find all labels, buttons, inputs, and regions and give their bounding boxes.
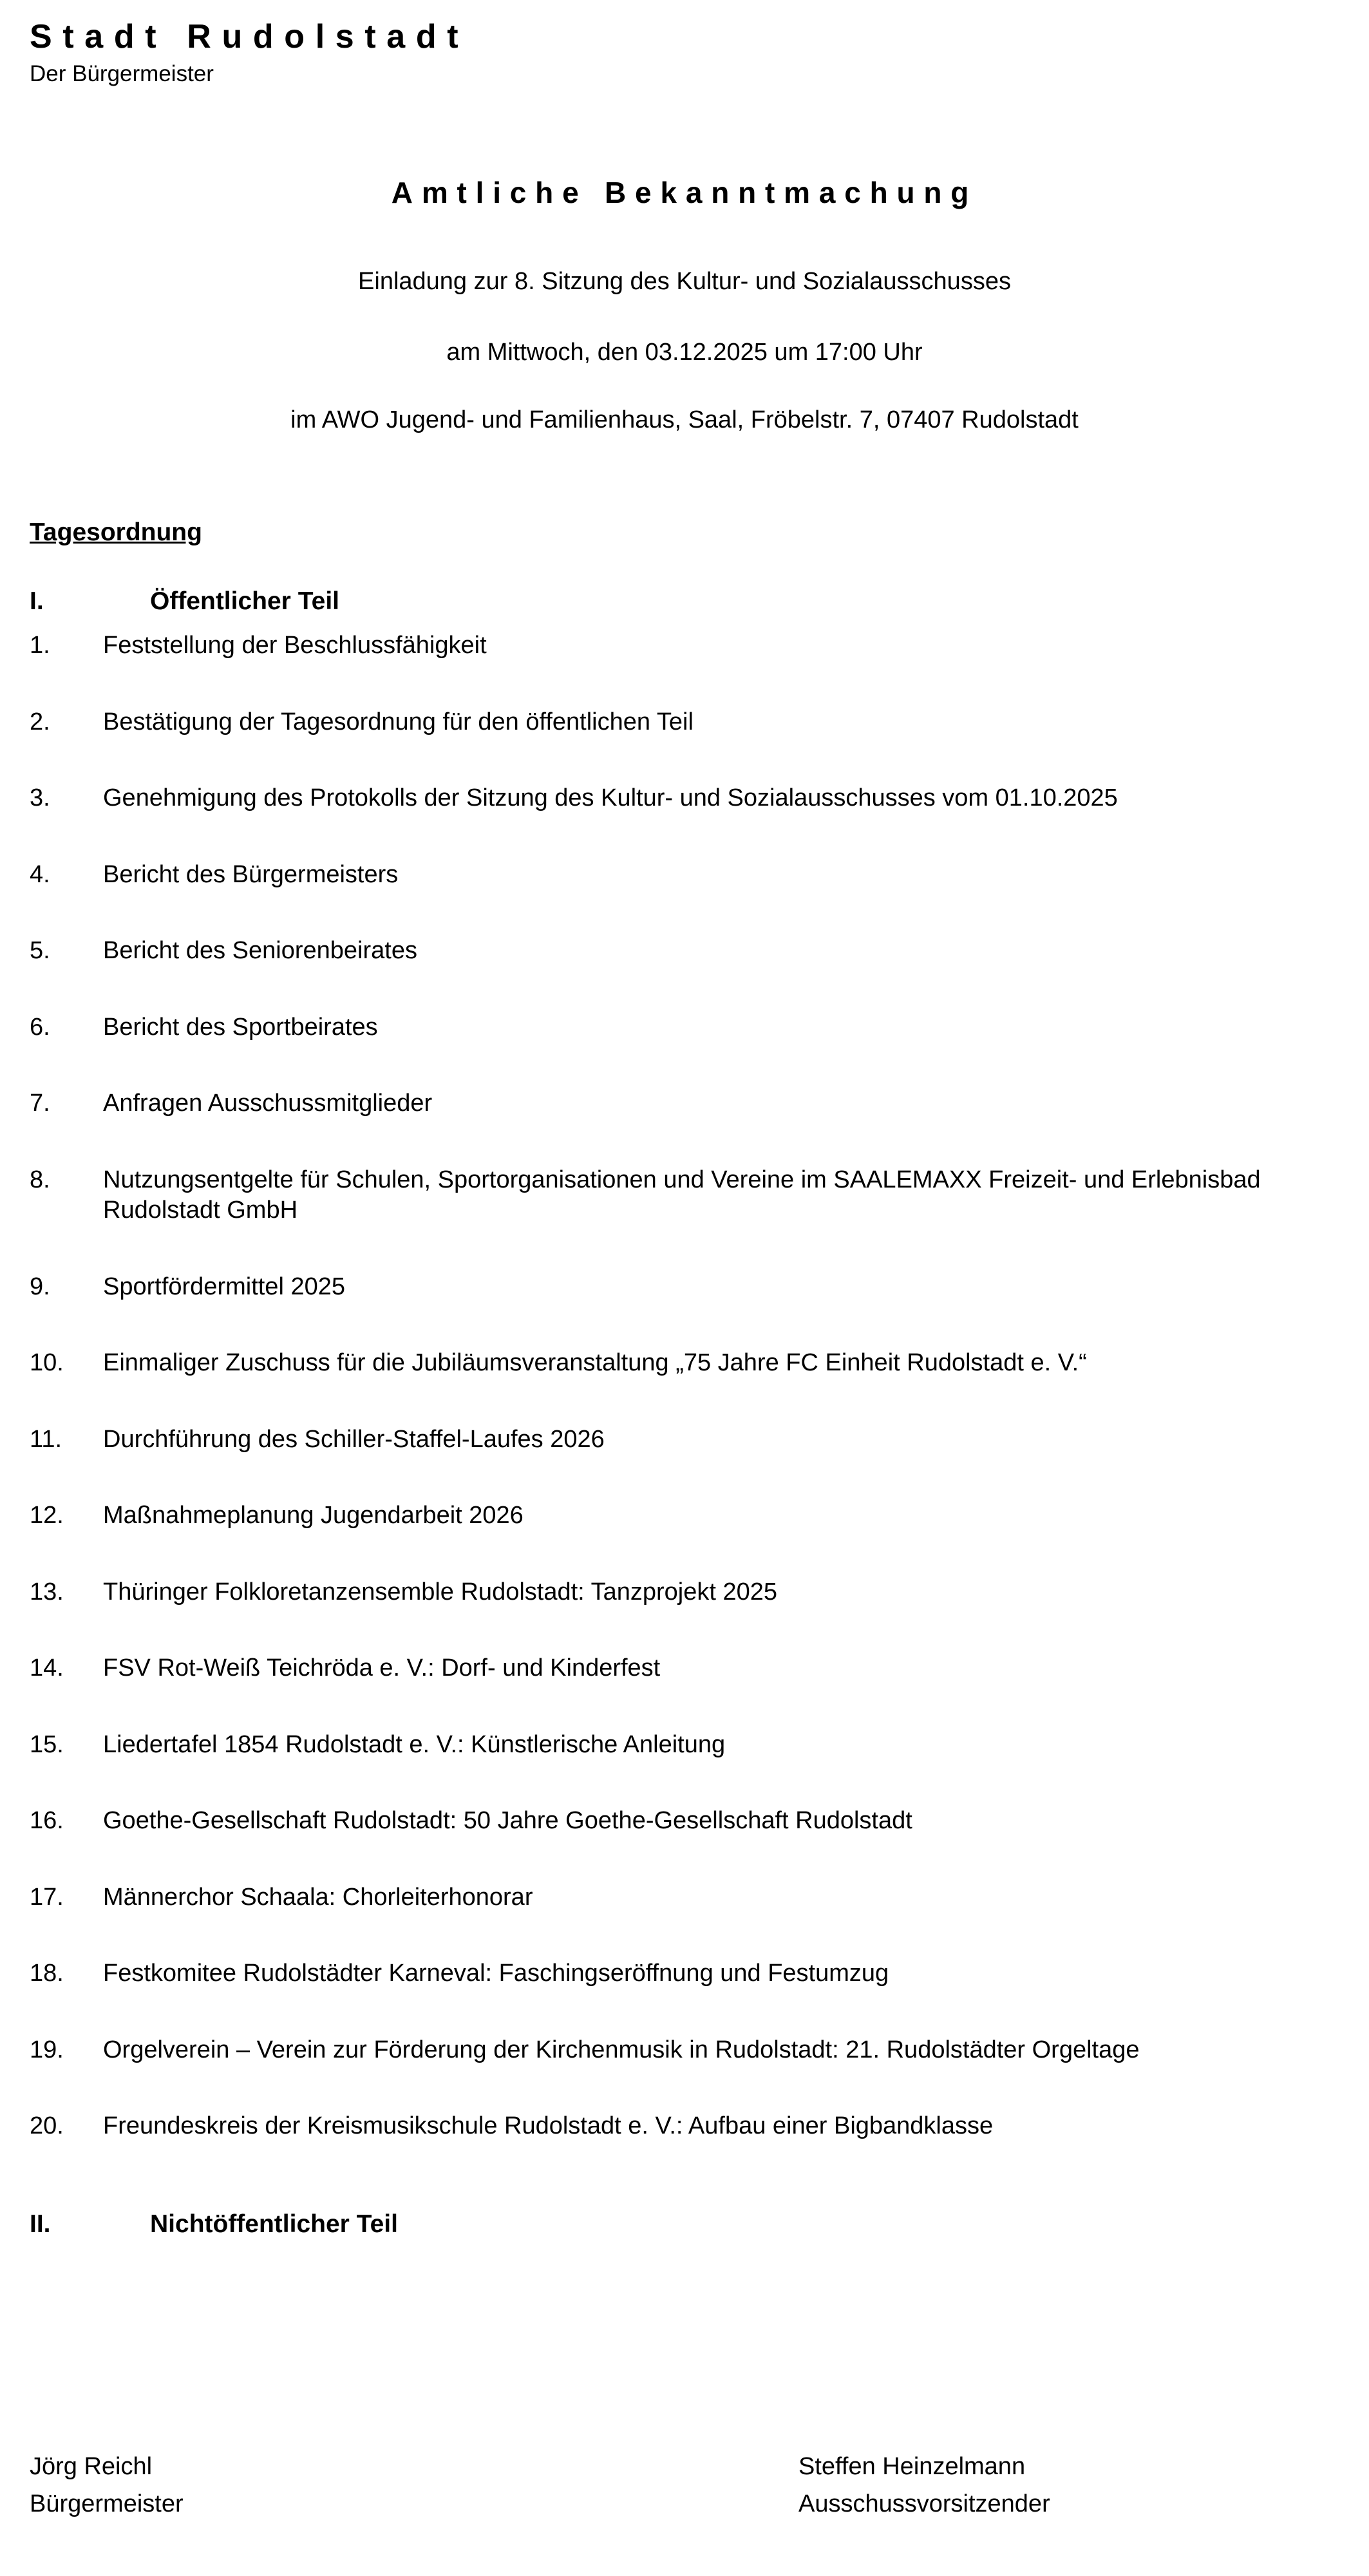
agenda-item	[30, 1806, 1339, 1837]
agenda-item-number: 17.	[30, 1883, 64, 1911]
agenda-item-text: Bestätigung der Tagesordnung für den öffentlichen Teil	[103, 708, 694, 735]
agenda-item	[30, 1577, 1339, 1608]
agenda-item-number: 14.	[30, 1654, 64, 1682]
signature-block	[30, 2452, 1339, 2519]
intro-line-session: Einladung zur 8. Sitzung des Kultur- und Sozialausschusses	[358, 267, 1011, 295]
section-heading-public	[30, 587, 1339, 617]
agenda-item-text: Goethe-Gesellschaft Rudolstadt: 50 Jahre Goethe-Gesellschaft Rudolstadt	[103, 1807, 912, 1835]
section-heading-nonpublic	[30, 2210, 1339, 2240]
agenda-item	[30, 1958, 1339, 1989]
agenda-item	[30, 936, 1339, 967]
intro-line-location: im AWO Jugend- und Familienhaus, Saal, Fröbelstr. 7, 07407 Rudolstadt	[290, 406, 1079, 434]
document-title: Amtliche Bekanntmachung	[391, 175, 978, 209]
agenda-item-number: 5.	[30, 937, 50, 965]
agenda-heading: Tagesordnung	[30, 518, 202, 546]
agenda-item-number: 4.	[30, 860, 50, 888]
agenda-item	[30, 1501, 1339, 1531]
agenda-item	[30, 707, 1339, 738]
agenda-item-number: 11.	[30, 1425, 62, 1453]
section-numeral: II.	[30, 2210, 51, 2238]
agenda-item-number: 13.	[30, 1578, 64, 1605]
agenda-item-number: 8.	[30, 1166, 50, 1193]
agenda-item	[30, 1348, 1339, 1379]
agenda-item-text: Einmaliger Zuschuss für die Jubiläumsveranstaltung „75 Jahre FC Einheit Rudolstadt e. V.“	[103, 1349, 1087, 1377]
agenda-item	[30, 783, 1339, 814]
agenda-item	[30, 630, 1339, 661]
agenda-item-text: Feststellung der Beschlussfähigkeit	[103, 632, 487, 659]
agenda-item	[30, 1088, 1339, 1119]
agenda-item-number: 1.	[30, 632, 50, 659]
agenda-item-number: 16.	[30, 1807, 64, 1835]
agenda-item-text: Liedertafel 1854 Rudolstadt e. V.: Künstlerische Anleitung	[103, 1730, 726, 1758]
agenda-item-text: FSV Rot-Weiß Teichröda e. V.: Dorf- und Kinderfest	[103, 1654, 661, 1682]
signature-role: Ausschussvorsitzender	[798, 2490, 1050, 2518]
agenda-item	[30, 2111, 1339, 2142]
agenda-item-text: Nutzungsentgelte für Schulen, Sportorganisationen und Vereine im SAALEMAXX Freizeit- und Erlebnisbad Rudolstadt GmbH	[103, 1166, 1261, 1224]
agenda-item-text: Thüringer Folkloretanzensemble Rudolstadt: Tanzprojekt 2025	[103, 1578, 778, 1605]
agenda-item-text: Freundeskreis der Kreismusikschule Rudolstadt e. V.: Aufbau einer Bigbandklasse	[103, 2112, 994, 2140]
agenda-item-text: Sportfördermittel 2025	[103, 1273, 345, 1300]
agenda-item-number: 7.	[30, 1090, 50, 1117]
agenda-item	[30, 860, 1339, 891]
agenda-item-number: 12.	[30, 1502, 64, 1530]
agenda-item-number: 6.	[30, 1013, 50, 1041]
agenda-item-text: Bericht des Bürgermeisters	[103, 860, 399, 888]
agenda-item-text: Bericht des Seniorenbeirates	[103, 937, 417, 965]
agenda-item	[30, 2035, 1339, 2066]
section-title: Öffentlicher Teil	[150, 587, 339, 615]
agenda-item-number: 20.	[30, 2112, 64, 2140]
signature-mayor	[30, 2452, 798, 2519]
agenda-items	[30, 630, 1339, 2142]
agenda-item-number: 9.	[30, 1273, 50, 1300]
agenda-item-number: 19.	[30, 2036, 64, 2063]
agenda-item	[30, 1882, 1339, 1913]
agenda-item	[30, 1730, 1339, 1761]
agenda-item-text: Festkomitee Rudolstädter Karneval: Faschingseröffnung und Festumzug	[103, 1960, 889, 1987]
signature-role: Bürgermeister	[30, 2490, 184, 2518]
agenda-item-number: 3.	[30, 784, 50, 812]
agenda-item-number: 10.	[30, 1349, 64, 1377]
signature-name: Steffen Heinzelmann	[798, 2452, 1026, 2480]
agenda-item	[30, 1012, 1339, 1043]
section-numeral: I.	[30, 587, 44, 615]
agenda-item-text: Orgelverein – Verein zur Förderung der Kirchenmusik in Rudolstadt: 21. Rudolstädter Orgeltage	[103, 2036, 1140, 2063]
agenda-item	[30, 1165, 1339, 1226]
intro-line-datetime: am Mittwoch, den 03.12.2025 um 17:00 Uhr	[446, 338, 923, 366]
agenda-item	[30, 1653, 1339, 1684]
org-role: Der Bürgermeister	[30, 61, 214, 86]
agenda-item-number: 15.	[30, 1730, 64, 1758]
signature-chairman	[798, 2452, 1339, 2519]
agenda-item-text: Durchführung des Schiller-Staffel-Laufes 2026	[103, 1425, 605, 1453]
agenda-item-number: 18.	[30, 1960, 64, 1987]
section-title: Nichtöffentlicher Teil	[150, 2210, 398, 2238]
agenda-item-number: 2.	[30, 708, 50, 735]
org-name: Stadt Rudolstadt	[30, 18, 469, 55]
agenda-item	[30, 1272, 1339, 1303]
agenda-item	[30, 1425, 1339, 1455]
agenda-item-text: Bericht des Sportbeirates	[103, 1013, 378, 1041]
agenda-item-text: Genehmigung des Protokolls der Sitzung des Kultur- und Sozialausschusses vom 01.10.2025	[103, 784, 1118, 812]
agenda-item-text: Maßnahmeplanung Jugendarbeit 2026	[103, 1502, 524, 1530]
agenda-item-text: Anfragen Ausschussmitglieder	[103, 1090, 433, 1117]
agenda-item-text: Männerchor Schaala: Chorleiterhonorar	[103, 1883, 533, 1911]
signature-name: Jörg Reichl	[30, 2452, 153, 2480]
